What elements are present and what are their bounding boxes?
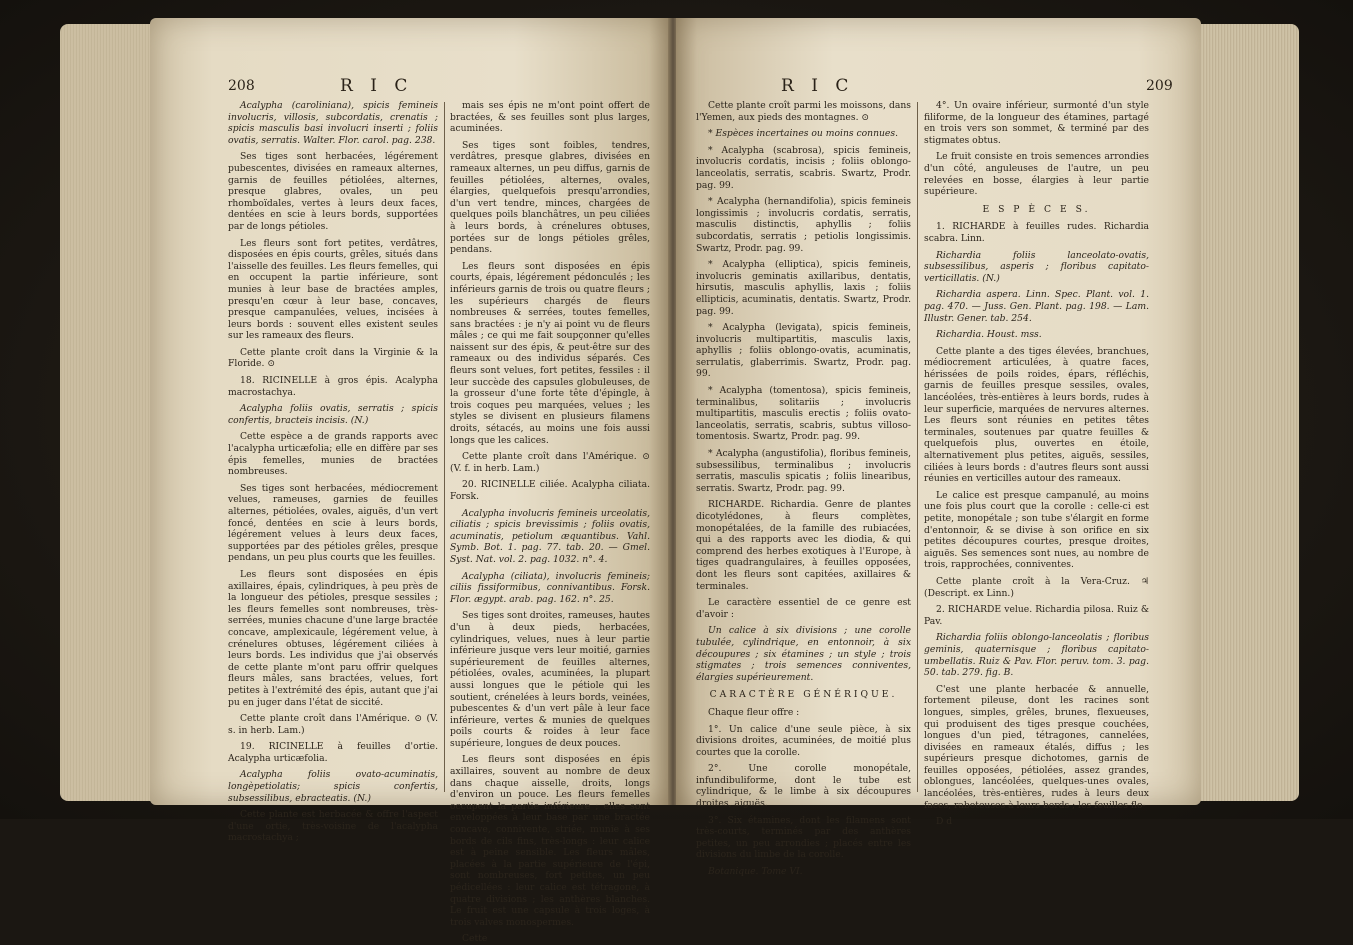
paragraph: Le fruit consiste en trois semences arrondies d'un côté, anguleuses de l'autre, un peu relevées en bosse, élargies à leur partie supérieure. xyxy=(924,151,1149,198)
paragraph: Ses tiges sont foibles, tendres, verdâtres, presque glabres, divisées en rameaux alternes, un peu diffus, garnis de feuilles pétiolées, alternes, ovales, élargies, quelquefois presqu'arrondies, d'un vert tendre, minces, chargées de quelques poils blanchâtres, un peu ciliées à leurs bords, à crénelures obtuses, portées sur de longs pétioles grêles, pendans. xyxy=(450,139,650,256)
paragraph: RICHARDE. Richardia. Genre de plantes dicotylédones, à fleurs complètes, monopétalées, de la famille des rubiacées, qui a des rapports avec les diodia, & qui comprend des herbes exotiques à l'Europe, à tiges quadrangulaires, à feuilles opposées, dont les fleurs sont capitées, axillaires & terminales. xyxy=(696,499,911,592)
paragraph: Cette plante croît dans l'Amérique. ⊙ (V. f. in herb. Lam.) xyxy=(450,451,650,474)
paragraph: * Acalypha (angustifolia), floribus femineis, subsessilibus, terminalibus ; involucris serratis, masculis spicatis ; foliis linearibus, serratis. Swartz, Prodr. pag. 99. xyxy=(696,448,911,494)
paragraph: * Acalypha (elliptica), spicis femineis, involucris geminatis axillaribus, dentatis, hirsutis, masculis aphyllis, laxis ; foliis ellipticis, acuminatis, dentatis. Swartz, Prodr. pag. 99. xyxy=(696,259,911,317)
page-number-right: 209 xyxy=(1146,78,1173,94)
paragraph: Les fleurs sont disposées en épis axillaires, épais, cylindriques, à peu près de la longueur des pétioles, presque sessiles ; les fleurs femelles sont nombreuses, très-serrées, munies chacune d'une large bractée concave, amplexicaule, légérement velue, à crénelures obtuses, légérement ciliées à leurs bords. Les individus que j'ai observés de cette plante m'ont paru offrir quelques fleurs mâles, sans bractées, velues, fort petites à l'extrémité des épis, autant que j'ai pu en juger dans l'état de siccité. xyxy=(228,568,438,708)
paragraph: Le calice est presque campanulé, au moins une fois plus court que la corolle : celle-ci est petite, monopétale ; son tube s'élargit en forme d'entonnoir, & se divise à son orifice en six petites découpures courtes, presque droites, aiguës. Ses semences sont nues, au nombre de trois, rapprochées, conniventes. xyxy=(924,489,1149,571)
page-number-left: 208 xyxy=(228,78,255,94)
paragraph: Les fleurs sont disposées en épis courts, épais, légérement pédonculés ; les inférieurs garnis de trois ou quatre fleurs ; les supérieurs chargés de fleurs nombreuses & serrées, toutes femelles, sans bractées : je n'y ai point vu de fleurs mâles ; ce qui me fait soupçonner qu'elles naissent sur des épis, & peut-être sur des rameaux ou des individus séparés. Ces fleurs sont velues, fort petites, fessiles : il leur succède des capsules globuleuses, de la grosseur d'une forte tête d'épingle, à trois coques peu marquées, velues ; les styles se divisent en plusieurs filamens droits, sétacés, au moins une fois aussi longs que les calices. xyxy=(450,260,650,446)
right-column-2 xyxy=(924,100,1149,828)
paragraph: Cette plante est herbacée & offre l'aspect d'une ortie, très-voisine de l'acalypha macrostachya ; xyxy=(228,809,438,844)
paragraph: Cette plante croît parmi les moissons, dans l'Yemen, aux pieds des montagnes. ⊙ xyxy=(696,100,911,123)
paragraph: D d xyxy=(936,816,953,828)
paragraph: Cette plante a des tiges élevées, branchues, médiocrement articulées, à quatre faces, hérissées de poils roides, épars, réfléchis, garnis de feuilles presque sessiles, ovales, lancéolées, très-entières à leurs bords, rudes à leur superficie, marquées de nervures alternes. Les fleurs sont réunies en petites têtes terminales, soutenues par quatre feuilles & quelquefois plus, ouvertes en étoile, alternativement plus petites, aiguës, sessiles, ciliées à leurs bords : d'autres fleurs sont aussi réunies en verticilles autour des rameaux. xyxy=(924,345,1149,485)
left-page xyxy=(150,18,670,945)
paragraph: Les fleurs sont fort petites, verdâtres, disposées en épis courts, grêles, situés dans l'aisselle des feuilles. Les fleurs femelles, qui en occupent la partie inférieure, sont munies à leur base de bractées amples, presqu'en cœur à leur base, concaves, presque campanulées, velues, incisées à leurs bords : souvent elles existent seules sur les rameaux des fleurs. xyxy=(228,237,438,342)
paragraph: Richardia foliis lanceolato-ovatis, subsessilibus, asperis ; floribus capitato-verticillatis. (N.) xyxy=(924,249,1149,284)
right-column-1 xyxy=(696,100,911,878)
paragraph: Botanique. Tome VI. xyxy=(708,866,803,878)
paragraph: 20. RICINELLE ciliée. Acalypha ciliata. Forsk. xyxy=(450,479,650,502)
paragraph: 19. RICINELLE à feuilles d'ortie. Acalypha urticæfolia. xyxy=(228,741,438,764)
left-page-edges xyxy=(60,24,152,801)
right-page-edges xyxy=(1199,24,1299,801)
paragraph: mais ses épis ne m'ont point offert de bractées, & ses feuilles sont plus larges, acuminées. xyxy=(450,100,650,135)
paragraph: 1°. Un calice d'une seule pièce, à six divisions droites, acuminées, de moitié plus courtes que la corolle. xyxy=(696,723,911,758)
paragraph: Acalypha foliis ovato-acuminatis, longèpetiolatis; spicis confertis, subsessilibus, ebracteatis. (N.) xyxy=(228,769,438,804)
paragraph: Chaque fleur offre : xyxy=(708,706,800,718)
paragraph: CARACTÈRE GÉNÉRIQUE. xyxy=(709,689,898,701)
paragraph: Ses tiges sont herbacées, légérement pubescentes, divisées en rameaux alternes, garnis de feuilles pétiolées, alternes, presque glabres, ovales, un peu rhomboïdales, vertes à leurs deux faces, dentées en scie à leurs bords, supportées par de longs pétioles. xyxy=(228,151,438,232)
paragraph: Acalypha foliis ovatis, serratis ; spicis confertis, bracteis incisis. (N.) xyxy=(228,403,438,426)
left-column-1 xyxy=(228,100,438,844)
paragraph: * Espèces incertaines ou moins connues. xyxy=(708,128,899,140)
column-rule-right xyxy=(917,102,918,792)
paragraph: Cette xyxy=(462,933,488,945)
paragraph: * Acalypha (hernandifolia), spicis femineis longissimis ; involucris cordatis, serratis, masculis distinctis, aphyllis ; foliis subcordatis, serratis ; petiolis longissimis. Swartz, Prodr. pag. 99. xyxy=(696,196,911,254)
running-head-left: R I C xyxy=(340,76,414,96)
column-rule-left xyxy=(444,102,445,792)
paragraph: 18. RICINELLE à gros épis. Acalypha macrostachya. xyxy=(228,375,438,398)
paragraph: 3°. Six étamines, dont les filamens sont très-courts, terminés par des anthères petites, un peu arrondies ; placés entre les divisions du limbe de la corolle. xyxy=(696,814,911,861)
paragraph: * Acalypha (scabrosa), spicis femineis, involucris cordatis, incisis ; foliis oblongo-lanceolatis, serratis, scabris. Swartz, Prodr. pag. 99. xyxy=(696,144,911,191)
paragraph: Ses tiges sont droites, rameuses, hautes d'un à deux pieds, herbacées, cylindriques, velues, nues à leur partie inférieure jusque vers leur moitié, garnies supérieurement de feuilles alternes, pétiolées, ovales, acuminées, la plupart aussi longues que le pétiole qui les soutient, crénelées à leurs bords, veinées, pubescentes & d'un vert pâle à leur face inférieure, vertes & munies de quelques poils courts & roides à leur face supérieure, longues de deux pouces. xyxy=(450,610,650,749)
paragraph: Ses tiges sont herbacées, médiocrement velues, rameuses, garnies de feuilles alternes, pétiolées, ovales, aiguës, d'un vert foncé, dentées en scie à leurs bords, légérement velues à leurs deux faces, supportées par des pétioles grêles, presque pendans, un peu plus courts que les feuilles. xyxy=(228,482,438,564)
paragraph: 4°. Un ovaire inférieur, surmonté d'un style filiforme, de la longueur des étamines, partagé en trois vers son sommet, & terminé par des stigmates obtus. xyxy=(924,100,1149,146)
paragraph: E S P È C E S. xyxy=(982,203,1091,215)
paragraph: Richardia foliis oblongo-lanceolatis ; floribus geminis, quaternisque ; floribus capitato-umbellatis. Ruiz & Pav. Flor. peruv. tom. 3. pag. 50. tab. 279. fig. B. xyxy=(924,632,1149,679)
paragraph: 2°. Une corolle monopétale, infundibuliforme, dont le tube est cylindrique, & le limbe à six découpures droites, aiguës. xyxy=(696,763,911,810)
left-column-2 xyxy=(450,100,650,945)
paragraph: Les fleurs sont disposées en épis axillaires, souvent au nombre de deux dans chaque aisselle, droits, longs d'environ un pouce. Les fleurs femelles occupent la partie inférieure ; elles sont enveloppées à leur base par une bractée concave, connivente, striée, munie à ses bords de cils fins, très-longs : leur calice est à peine sensible. Les fleurs mâles, placées à la partie supérieure de l'épi, sont nombreuses, fort petites, un peu pédicellées : leur calice est tétragone, à quatre divisions ; les anthères blanches. Le fruit est une capsule à trois loges, à trois valves monospermes. xyxy=(450,754,650,928)
paragraph: Cette espèce a de grands rapports avec l'acalypha urticæfolia; elle en diffère par ses épis femelles, munies de bractées nombreuses. xyxy=(228,431,438,478)
paragraph: Acalypha (ciliata), involucris femineis; ciliis fissiformibus, connivantibus. Forsk. Flor. ægypt. arab. pag. 162. n°. 25. xyxy=(450,570,650,605)
paragraph: 1. RICHARDE à feuilles rudes. Richardia scabra. Linn. xyxy=(924,221,1149,244)
paragraph: Cette plante croît dans la Virginie & la Floride. ⊙ xyxy=(228,346,438,370)
paragraph: C'est une plante herbacée & annuelle, fortement pileuse, dont les racines sont longues, simples, grêles, brunes, flexueuses, qui produisent des tiges presque couchées, longues d'un pied, tétragones, cannelées, divisées en rameaux étalés, diffus ; les supérieurs presque dichotomes, garnis de feuilles opposées, pétiolées, assez grandes, oblongues, lancéolées, quelques-unes ovales, lancéolées, très-entières, rudes à leurs deux faces, raboteuses à leurs bords ; les feuilles flo- xyxy=(924,683,1149,811)
paragraph: Le caractère essentiel de ce genre est d'avoir : xyxy=(696,597,911,620)
paragraph: 2. RICHARDE velue. Richardia pilosa. Ruiz & Pav. xyxy=(924,604,1149,627)
paragraph: Cette plante croît à la Vera-Cruz. ♃ (Descript. ex Linn.) xyxy=(924,575,1149,599)
paragraph: Cette plante croît dans l'Amérique. ⊙ (V. s. in herb. Lam.) xyxy=(228,713,438,736)
paragraph: Acalypha involucris femineis urceolatis, ciliatis ; spicis brevissimis ; foliis ovatis, acuminatis, petiolum æquantibus. Vahl. Symb. Bot. 1. pag. 77. tab. 20. — Gmel. Syst. Nat. vol. 2. pag. 1032. n°. 4. xyxy=(450,507,650,565)
running-head-right: R I C xyxy=(781,76,855,96)
paragraph: Acalypha (caroliniana), spicis femineis involucris, villosis, subcordatis, crenatis ; spicis masculis basi involucri inserti ; foliis ovatis, serratis. Walter. Flor. carol. pag. 238. xyxy=(228,100,438,146)
paragraph: Richardia aspera. Linn. Spec. Plant. vol. 1. pag. 470. — Juss. Gen. Plant. pag. 198. — Lam. Illustr. Gener. tab. 254. xyxy=(924,289,1149,324)
paragraph: Un calice à six divisions ; une corolle tubulée, cylindrique, en entonnoir, à six découpures ; six étamines ; un style ; trois stigmates ; trois semences conniventes, élargies supérieurement. xyxy=(696,625,911,683)
paragraph: * Acalypha (tomentosa), spicis femineis, terminalibus, solitariis ; involucris multipartitis, masculis erectis ; foliis ovato-lanceolatis, serratis, scabris, subtus villoso-tomentosis. Swartz, Prodr. pag. 99. xyxy=(696,385,911,443)
paragraph: Richardia. Houst. mss. xyxy=(936,329,1042,341)
paragraph: * Acalypha (levigata), spicis femineis, involucris multipartitis, masculis laxis, aphyllis ; foliis oblongo-ovatis, acuminatis, serrulatis, glaberrimis. Swartz, Prodr. pag. 99. xyxy=(696,322,911,380)
right-page xyxy=(676,18,1201,878)
